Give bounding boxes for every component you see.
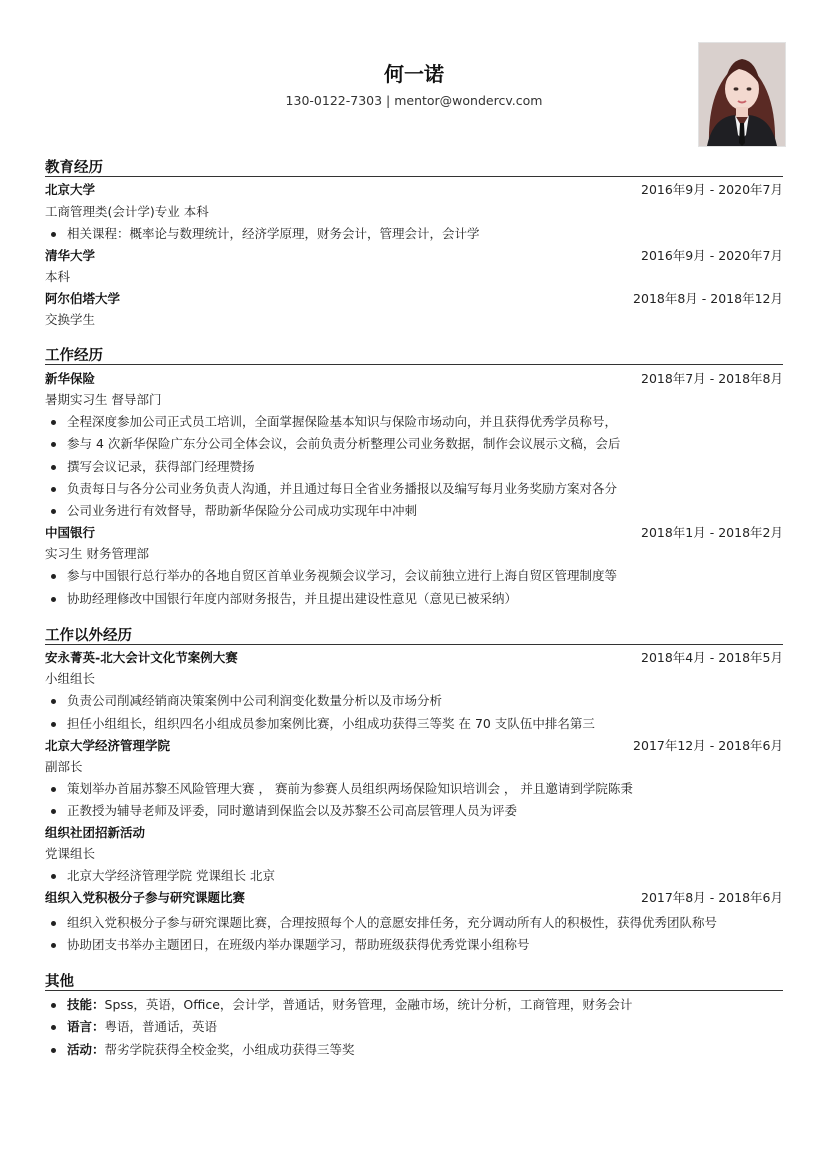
bullet-item: 负责公司削减经销商决策案例中公司利润变化数量分析以及市场分析 [45, 691, 783, 711]
item-label: 语言： [67, 1019, 105, 1034]
bullet-item: 协助团支书举办主题团日，在班级内举办课题学习，帮助班级获得优秀党课小组称号 [45, 935, 783, 955]
bullet-item: 组织入党积极分子参与研究课题比赛，合理按照每个人的意愿安排任务，充分调动所有人的积极性，获得优秀团队称号 [45, 913, 783, 933]
job-title: 实习生 财务管理部 [45, 546, 149, 561]
school-name: 清华大学 [45, 248, 96, 263]
activity-entry [45, 736, 783, 756]
activity-item [45, 1040, 783, 1060]
role: 副部长 [45, 759, 83, 774]
item-label: 活动： [67, 1042, 105, 1057]
school-name: 北京大学 [45, 182, 96, 197]
bullet-item: 担任小组组长，组织四名小组成员参加案例比赛，小组成功获得三等奖 在 70 支队伍中排名第三 [45, 714, 783, 734]
education-entry [45, 246, 783, 266]
activity-entry [45, 823, 783, 843]
candidate-name: 何一诺 [384, 62, 444, 86]
work-entry [45, 523, 783, 543]
bullet-item: 参与中国银行总行举办的各地自贸区首单业务视频会议学习，会议前独立进行上海自贸区管理制度等 [45, 566, 783, 586]
activity-name: 北京大学经济管理学院 [45, 738, 171, 753]
item-label: 技能： [67, 997, 105, 1012]
company-name: 中国银行 [45, 525, 96, 540]
activity-name: 安永菁英-北大会计文化节案例大赛 [45, 650, 238, 665]
degree: 本科 [45, 269, 71, 284]
date-range: 2017年8月 - 2018年6月 [641, 890, 783, 905]
date-range: 2018年4月 - 2018年5月 [641, 650, 783, 665]
activity-name: 组织入党积极分子参与研究课题比赛 [45, 890, 246, 905]
item-text: 粤语，普通话，英语 [104, 1019, 218, 1034]
company-name: 新华保险 [45, 371, 96, 386]
role: 党课组长 [45, 846, 96, 861]
bullet-item: 正教授为辅导老师及评委，同时邀请到保监会以及苏黎丕公司高层管理人员为评委 [45, 801, 783, 821]
bullet-item: 策划举办首届苏黎丕风险管理大赛 ， 赛前为参赛人员组织两场保险知识培训会 ， 并且邀请到学院陈秉 [45, 779, 783, 799]
date-range: 2018年7月 - 2018年8月 [641, 371, 783, 386]
item-text: 帮劣学院获得全校金奖，小组成功获得三等奖 [104, 1042, 355, 1057]
role: 小组组长 [45, 671, 96, 686]
skills-item [45, 995, 783, 1015]
school-name: 阿尔伯塔大学 [45, 291, 121, 306]
profile-photo [698, 42, 786, 147]
education-entry [45, 180, 783, 200]
activity-entry [45, 648, 783, 668]
education-entry [45, 289, 783, 309]
language-item [45, 1017, 783, 1037]
date-range: 2018年1月 - 2018年2月 [641, 525, 783, 540]
degree: 工商管理类(会计学)专业 本科 [45, 204, 209, 219]
bullet-item: 公司业务进行有效督导，帮助新华保险分公司成功实现年中冲刺 [45, 501, 783, 521]
bullet-item: 协助经理修改中国银行年度内部财务报告，并且提出建设性意见（意见已被采纳） [45, 589, 783, 609]
activity-entry [45, 888, 783, 908]
date-range: 2016年9月 - 2020年7月 [641, 182, 783, 197]
bullet-item: 负责每日与各分公司业务负责人沟通，并且通过每日全省业务播报以及编写每月业务奖励方案对各分 [45, 479, 783, 499]
section-title-education: 教育经历 [45, 156, 783, 177]
degree: 交换学生 [45, 312, 96, 327]
work-entry [45, 369, 783, 389]
item-text: Spss，英语，Office，会计学，普通话，财务管理，金融市场，统计分析，工商管理，财务会计 [104, 997, 633, 1012]
job-title: 暑期实习生 督导部门 [45, 392, 162, 407]
section-title-other: 其他 [45, 970, 783, 991]
bullet-item: 撰写会议记录，获得部门经理赞扬 [45, 457, 783, 477]
date-range: 2018年8月 - 2018年12月 [633, 291, 783, 306]
section-title-work: 工作经历 [45, 344, 783, 365]
bullet-item: 参与 4 次新华保险广东分公司全体会议，会前负责分析整理公司业务数据，制作会议展示文稿，会后 [45, 434, 783, 454]
contact-info: 130-0122-7303 | mentor@wondercv.com [285, 93, 543, 108]
section-title-extra: 工作以外经历 [45, 624, 783, 645]
activity-name: 组织社团招新活动 [45, 825, 146, 840]
bullet-item: 北京大学经济管理学院 党课组长 北京 [45, 866, 783, 886]
bullet-item: 全程深度参加公司正式员工培训，全面掌握保险基本知识与保险市场动向，并且获得优秀学员称号， [45, 412, 783, 432]
date-range: 2017年12月 - 2018年6月 [633, 738, 783, 753]
date-range: 2016年9月 - 2020年7月 [641, 248, 783, 263]
bullet-item: 相关课程：概率论与数理统计，经济学原理，财务会计，管理会计，会计学 [45, 224, 783, 244]
